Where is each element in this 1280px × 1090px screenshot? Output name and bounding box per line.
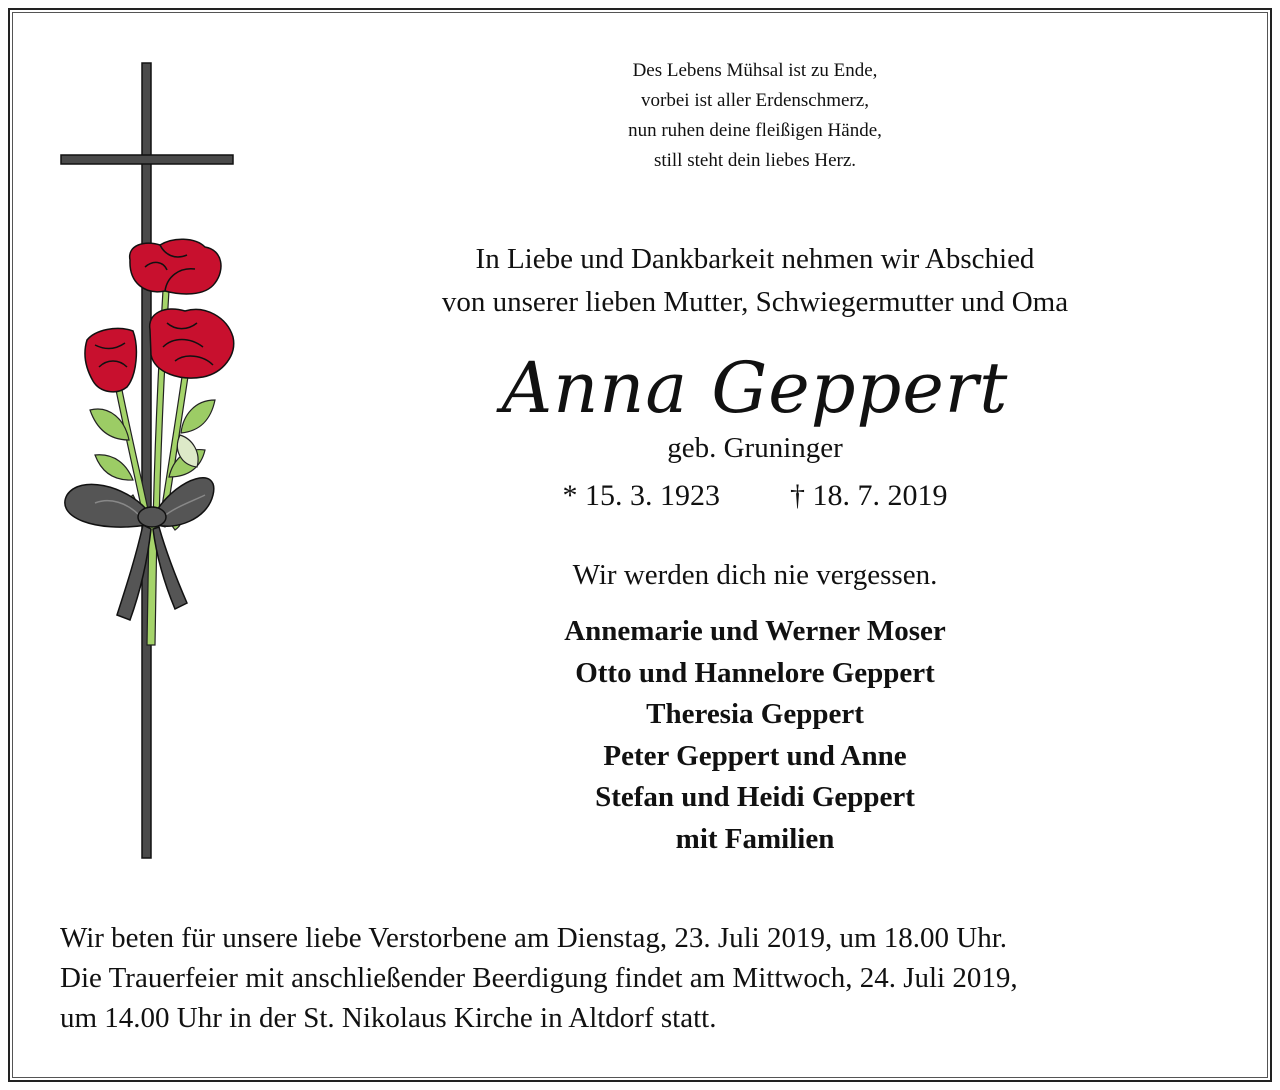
poem-line: nun ruhen deine fleißigen Hände, — [628, 120, 882, 141]
notice-line: um 14.00 Uhr in der St. Nikolaus Kirche in Altdorf statt. — [60, 1002, 717, 1034]
intro-text — [330, 238, 1180, 324]
poem-line: still steht dein liebes Herz. — [653, 150, 857, 171]
cross-horizontal-beam — [61, 155, 233, 164]
death-date: † 18. 7. 2019 — [790, 479, 948, 512]
mourner: mit Familien — [675, 822, 835, 855]
rose-left — [85, 328, 136, 391]
notice-line: Die Trauerfeier mit anschließender Beerdigung findet am Mittwoch, 24. Juli 2019, — [60, 962, 1018, 994]
poem-line: vorbei ist aller Erdenschmerz, — [641, 90, 869, 111]
notice-line: Wir beten für unsere liebe Verstorbene am Dienstag, 23. Juli 2019, um 18.00 Uhr. — [60, 922, 1008, 954]
service-notice — [60, 918, 1220, 1038]
mourners-list — [330, 611, 1180, 861]
cross-with-roses-icon — [55, 55, 245, 865]
poem — [330, 56, 1180, 176]
rose-right — [150, 309, 234, 378]
maiden-name: geb. Gruninger — [667, 432, 843, 464]
deceased-name: Anna Geppert — [501, 347, 1009, 429]
birth-date: * 15. 3. 1923 — [562, 479, 720, 512]
mourner: Peter Geppert und Anne — [603, 739, 907, 772]
intro-line: von unserer lieben Mutter, Schwiegermutter und Oma — [441, 286, 1069, 318]
mourner: Theresia Geppert — [646, 698, 864, 731]
intro-line: In Liebe und Dankbarkeit nehmen wir Abschied — [475, 243, 1035, 275]
rose-top — [130, 239, 221, 294]
poem-line: Des Lebens Mühsal ist zu Ende, — [632, 60, 878, 81]
motto: Wir werden dich nie vergessen. — [572, 559, 938, 591]
life-dates — [330, 476, 1180, 516]
cross-vertical-beam — [142, 63, 151, 858]
mourner: Annemarie und Werner Moser — [564, 615, 946, 647]
mourner: Stefan und Heidi Geppert — [595, 781, 915, 814]
mourner: Otto und Hannelore Geppert — [575, 656, 935, 689]
